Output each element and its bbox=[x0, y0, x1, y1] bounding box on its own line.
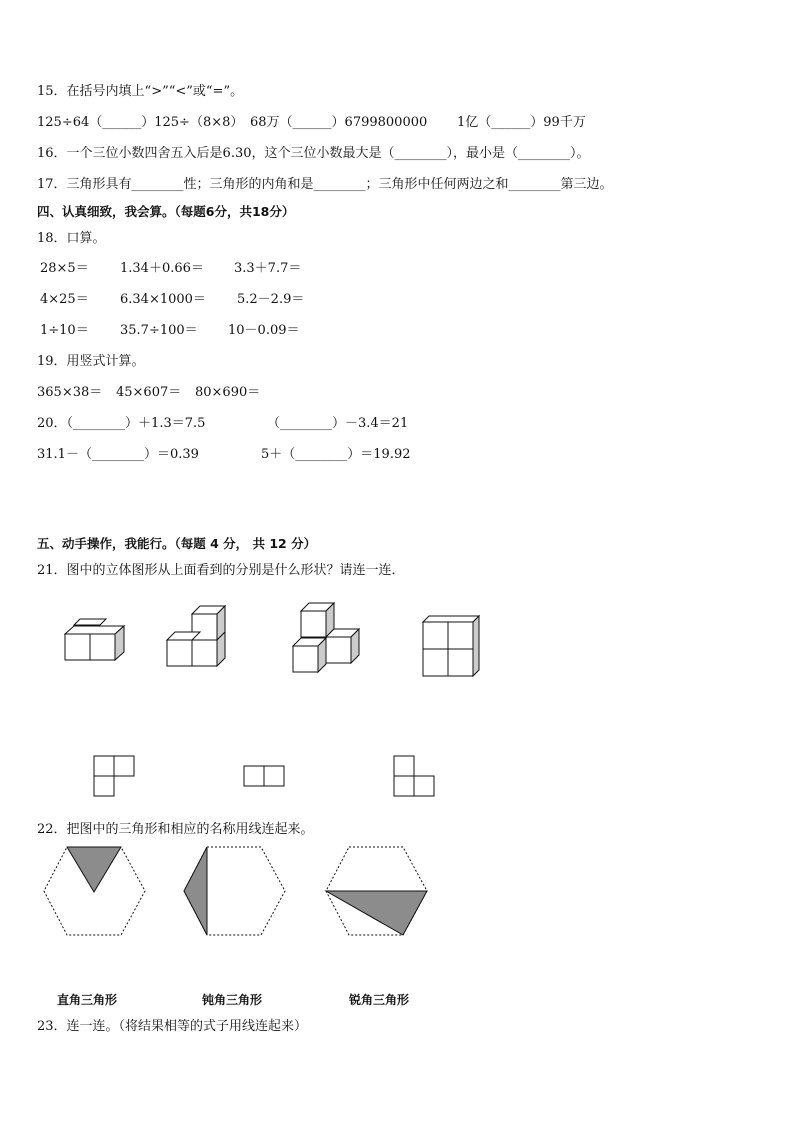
q20-item-3: 31.1－（________）＝0.39 bbox=[37, 447, 199, 462]
q15-item-3: 1亿（______）99千万 bbox=[457, 115, 586, 130]
q21-title: 21．图中的立体图形从上面看到的分别是什么形状？请连一连． bbox=[37, 563, 405, 578]
q19-item: 365×38＝ bbox=[37, 385, 103, 400]
q22-label-acute-triangle: 锐角三角形 bbox=[349, 993, 410, 1007]
q19-item: 80×690＝ bbox=[195, 385, 261, 400]
q18-cell: 1.34＋0.66＝ bbox=[120, 261, 204, 276]
q18-cell: 10－0.09＝ bbox=[228, 323, 300, 338]
q22-label-right-triangle: 直角三角形 bbox=[57, 993, 118, 1007]
q18-cell: 1÷10＝ bbox=[40, 323, 89, 338]
q19-item: 45×607＝ bbox=[116, 385, 182, 400]
q21-cube-figure-2 bbox=[162, 603, 232, 673]
q17-text: 17．三角形具有________性；三角形的内角和是________；三角形中任何两边之和________第三边。 bbox=[37, 177, 613, 192]
q21-top-view-1 bbox=[93, 755, 137, 799]
q21-cube-figure-1 bbox=[60, 620, 130, 670]
q18-cell: 35.7÷100＝ bbox=[120, 323, 198, 338]
q20-item-2: （________）－3.4＝21 bbox=[267, 416, 409, 431]
q22-label-obtuse-triangle: 钝角三角形 bbox=[202, 993, 263, 1007]
q21-top-view-2 bbox=[243, 765, 287, 789]
section-5-heading: 五、动手操作，我能行。（每题 4 分， 共 12 分） bbox=[37, 536, 317, 551]
q18-cell: 4×25＝ bbox=[40, 292, 89, 307]
q15-item-1: 125÷64（______）125÷（8×8） bbox=[37, 115, 244, 130]
q18-cell: 5.2－2.9＝ bbox=[237, 292, 305, 307]
q20-item-1: 20．（________）＋1.3＝7.5 bbox=[37, 416, 206, 431]
q22-hexagon-3 bbox=[324, 845, 434, 940]
q15-item-2: 68万（______）6799800000 bbox=[250, 115, 428, 130]
q23-title: 23．连一连。（将结果相等的式子用线连起来） bbox=[37, 1019, 308, 1034]
q22-title: 22．把图中的三角形和相应的名称用线连起来。 bbox=[37, 822, 314, 837]
q21-cube-figure-4 bbox=[418, 613, 488, 683]
q19-title: 19．用竖式计算。 bbox=[37, 354, 145, 369]
section-4-heading: 四、认真细致，我会算。（每题6分，共18分） bbox=[37, 204, 295, 219]
q16-text: 16．一个三位小数四舍五入后是6.30，这个三位小数最大是（________），最小是（________）。 bbox=[37, 146, 590, 161]
q15-title: 15．在括号内填上“>”“<”或“=”。 bbox=[37, 84, 244, 99]
q18-title: 18．口算。 bbox=[37, 231, 106, 246]
q21-top-view-3 bbox=[393, 755, 437, 799]
q18-cell: 3.3＋7.7＝ bbox=[234, 261, 302, 276]
q18-cell: 28×5＝ bbox=[40, 261, 89, 276]
q22-hexagon-2 bbox=[182, 845, 292, 940]
q18-cell: 6.34×1000＝ bbox=[120, 292, 206, 307]
q22-hexagon-1 bbox=[42, 845, 152, 940]
q21-cube-figure-3 bbox=[288, 600, 363, 675]
q20-item-4: 5＋（________）＝19.92 bbox=[261, 447, 411, 462]
